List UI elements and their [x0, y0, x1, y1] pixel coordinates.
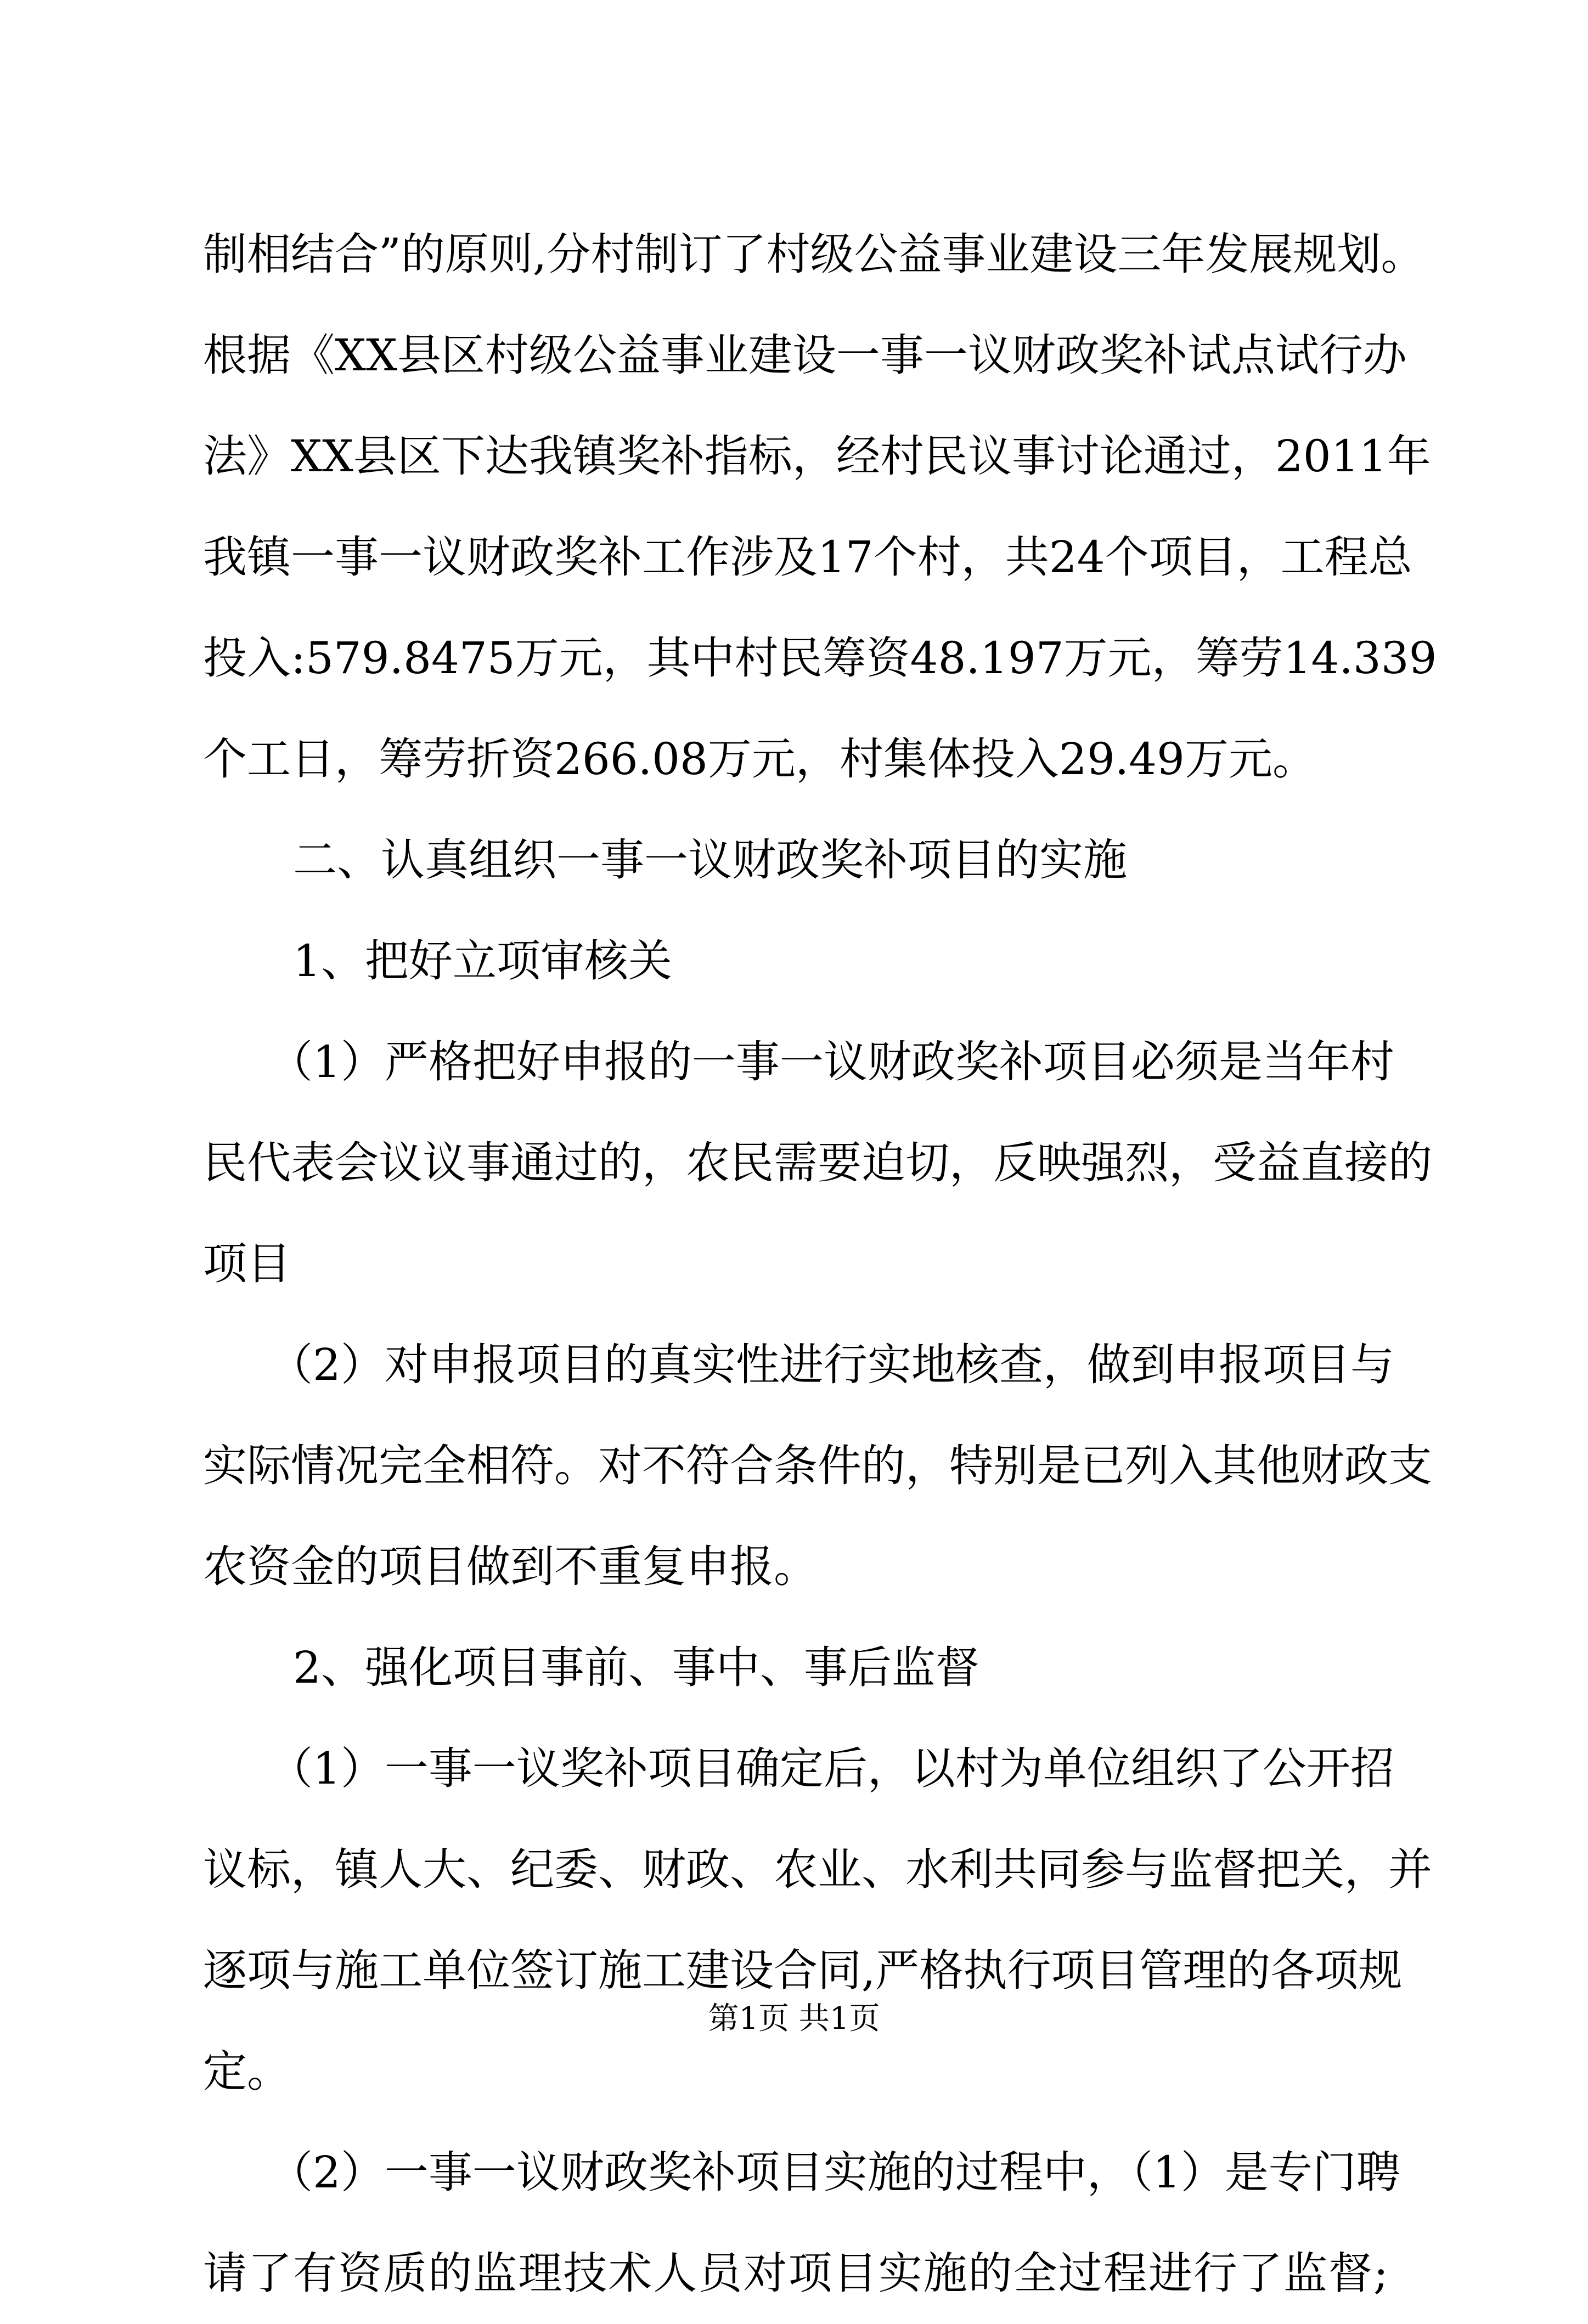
subsection-heading: 2、强化项目事前、事中、事后监督 — [293, 1642, 979, 1693]
text-line: （2）一事一议财政奖补项目实施的过程中，（1）是专门聘 — [269, 2147, 1400, 2198]
text-line: （2）对申报项目的真实性进行实地核查，做到申报项目与 — [269, 1339, 1394, 1390]
section-heading: 二、认真组织一事一议财政奖补项目的实施 — [293, 834, 1127, 885]
text-line: 定。 — [203, 2046, 291, 2097]
text-line: （1）一事一议奖补项目确定后，以村为单位组织了公开招 — [269, 1743, 1394, 1794]
text-line: 实际情况完全相符。对不符合条件的，特别是已列入其他财政支 — [203, 1440, 1432, 1491]
text-line: 议标，镇人大、纪委、财政、农业、水利共同参与监督把关，并 — [203, 1844, 1432, 1895]
text-line: 法》XX县区下达我镇奖补指标，经村民议事讨论通过，2011年 — [203, 431, 1431, 482]
text-line: 个工日，筹劳折资266.08万元，村集体投入29.49万元。 — [203, 734, 1316, 785]
page-footer — [0, 1997, 1588, 2041]
page-number-label: 第1页 共1页 — [708, 2001, 880, 2037]
text-line: 项目 — [203, 1238, 291, 1289]
text-line: 我镇一事一议财政奖补工作涉及17个村，共24个项目，工程总 — [203, 532, 1412, 583]
text-line: 民代表会议议事通过的，农民需要迫切，反映强烈，受益直接的 — [203, 1137, 1432, 1188]
text-line: 请了有资质的监理技术人员对项目实施的全过程进行了监督; — [203, 2248, 1388, 2299]
subsection-heading: 1、把好立项审核关 — [293, 935, 672, 986]
text-line: 制相结合”的原则,分村制订了村级公益事业建设三年发展规划。 — [203, 229, 1425, 280]
text-line: 根据《XX县区村级公益事业建设一事一议财政奖补试点试行办 — [203, 330, 1407, 381]
text-line: （1）严格把好申报的一事一议财政奖补项目必须是当年村 — [269, 1036, 1394, 1087]
text-line: 投入:579.8475万元，其中村民筹资48.197万元，筹劳14.339 — [203, 633, 1437, 684]
text-line: 逐项与施工单位签订施工建设合同,严格执行项目管理的各项规 — [203, 1945, 1403, 1996]
text-line: 农资金的项目做到不重复申报。 — [203, 1541, 818, 1592]
